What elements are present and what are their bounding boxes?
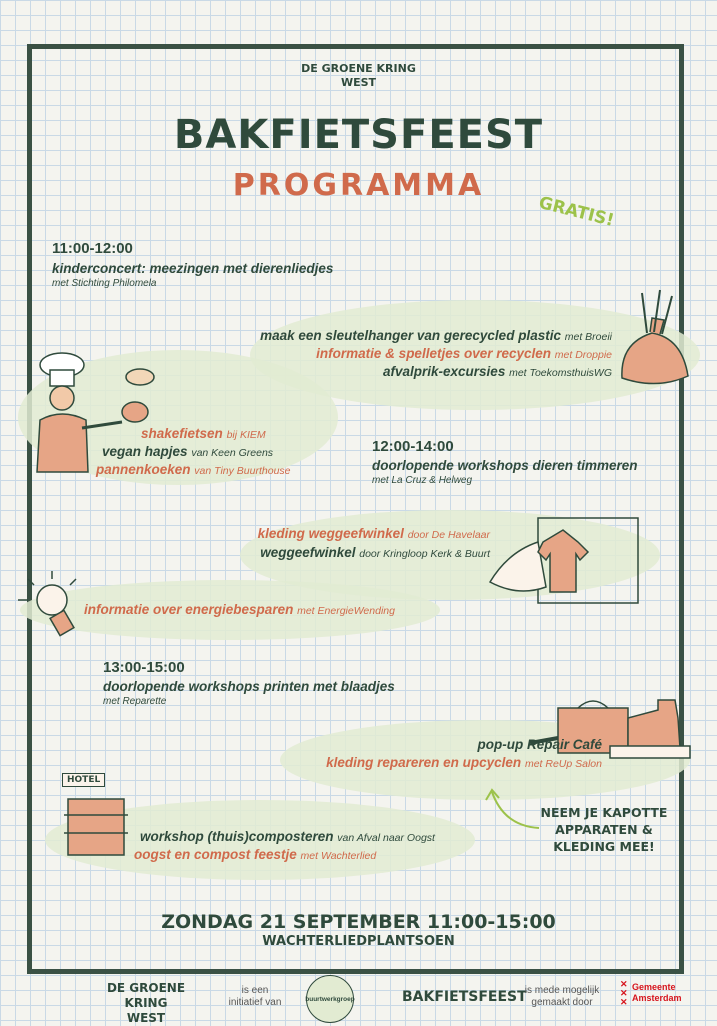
footer-initiative-text <box>218 985 292 1009</box>
lightbulb-icon <box>14 565 84 645</box>
activity-host: met EnergieWending <box>297 605 395 617</box>
sponsor-line1: Gemeente <box>632 982 676 992</box>
event-location: WACHTERLIEDPLANTSOEN <box>262 934 455 949</box>
org-line2: WEST <box>340 76 377 89</box>
callout-line: APPARATEN & <box>555 822 653 837</box>
activity-text: workshop (thuis)composteren <box>140 829 334 844</box>
clothing-group <box>258 526 490 560</box>
food-group <box>96 426 291 477</box>
buurtwerkgroep-logo <box>306 975 354 1023</box>
block-host: met Reparette <box>103 696 167 707</box>
activity-text: informatie over energiebesparen <box>84 602 294 617</box>
footer-event-name: BAKFIETSFEEST <box>402 989 527 1005</box>
footer-org-logo <box>86 981 206 1026</box>
repair-group <box>326 737 602 770</box>
event-date: ZONDAG 21 SEPTEMBER 11:00-15:00 <box>161 911 556 933</box>
activity-host: van Keen Greens <box>191 447 274 459</box>
block-activity: kinderconcert: meezingen met dierenliedjes <box>52 261 334 276</box>
activity-text: informatie & spelletjes over recyclen <box>316 346 552 361</box>
amsterdam-xxx-icon: ✕ ✕ ✕ <box>620 979 628 1007</box>
org-logo <box>0 62 717 90</box>
org-line1: DE GROENE KRING <box>301 62 416 75</box>
callout-line: NEEM JE KAPOTTE <box>540 805 668 820</box>
activity-text: pop-up Repair Café <box>477 737 602 752</box>
activity-text: weggeefwinkel <box>260 545 356 560</box>
trash-bag-icon <box>612 288 697 398</box>
block-time: 11:00-12:00 <box>52 240 133 257</box>
block-host: met Stichting Philomela <box>52 278 157 289</box>
activity-text: vegan hapjes <box>102 444 188 459</box>
logo-text: buurtwerkgroep <box>305 995 355 1003</box>
footer-org-line1: DE GROENE KRING <box>106 981 186 1010</box>
activity-host: met Broeii <box>564 331 612 343</box>
activity-host: van Tiny Buurthouse <box>194 465 291 477</box>
activity-text: kleding weggeefwinkel <box>257 526 404 541</box>
energy-line <box>84 602 395 617</box>
sponsor-line2: Amsterdam <box>632 993 682 1003</box>
activity-host: met ReUp Salon <box>524 758 602 770</box>
poster-subtitle: PROGRAMMA <box>232 168 485 203</box>
activity-host: bij KIEM <box>226 429 266 441</box>
activity-host: door De Havelaar <box>407 529 490 541</box>
footer-text-line: initiatief van <box>228 997 282 1008</box>
callout-line: KLEDING MEE! <box>553 839 655 854</box>
bring-items-callout <box>530 804 678 855</box>
footer-text-line: gemaakt door <box>531 997 593 1008</box>
activity-text: pannenkoeken <box>96 462 191 477</box>
poster-title: BAKFIETSFEEST <box>173 112 544 158</box>
activity-text: shakefietsen <box>141 426 223 441</box>
block-activity: doorlopende workshops dieren timmeren <box>372 458 638 473</box>
footer-text-line: is mede mogelijk <box>524 985 600 996</box>
footer-org-line2: WEST <box>126 1011 166 1025</box>
block-time: 12:00-14:00 <box>372 438 454 455</box>
recycle-group <box>260 328 612 379</box>
hotel-sign: HOTEL <box>62 773 105 787</box>
activity-text: afvalprik-excursies <box>383 364 506 379</box>
block-host: met La Cruz & Helweg <box>372 475 473 486</box>
clothes-rack-icon <box>488 512 648 607</box>
footer-sponsor-text <box>518 985 606 1009</box>
activity-host: met ToekomsthuisWG <box>509 367 612 379</box>
block-activity: doorlopende workshops printen met blaadjes <box>103 679 395 694</box>
activity-text: kleding repareren en upcyclen <box>326 755 522 770</box>
gratis-badge: GRATIS! <box>536 193 617 231</box>
compost-bin-icon <box>62 791 132 861</box>
activity-text: oogst en compost feestje <box>134 847 297 862</box>
footer-text-line: is een <box>241 985 269 996</box>
activity-host: met Droppie <box>554 349 612 361</box>
activity-host: door Kringloop Kerk & Buurt <box>359 548 490 560</box>
activity-host: van Afval naar Oogst <box>337 832 435 844</box>
schedule-block-1 <box>52 240 333 289</box>
compost-illustration <box>62 769 134 861</box>
compost-group <box>134 829 435 862</box>
schedule-block-2 <box>372 438 638 486</box>
activity-host: met Wachterlied <box>300 850 377 862</box>
block-time: 13:00-15:00 <box>103 659 185 676</box>
schedule-block-3 <box>103 659 395 707</box>
activity-text: maak een sleutelhanger van gerecycled plastic <box>260 328 561 343</box>
